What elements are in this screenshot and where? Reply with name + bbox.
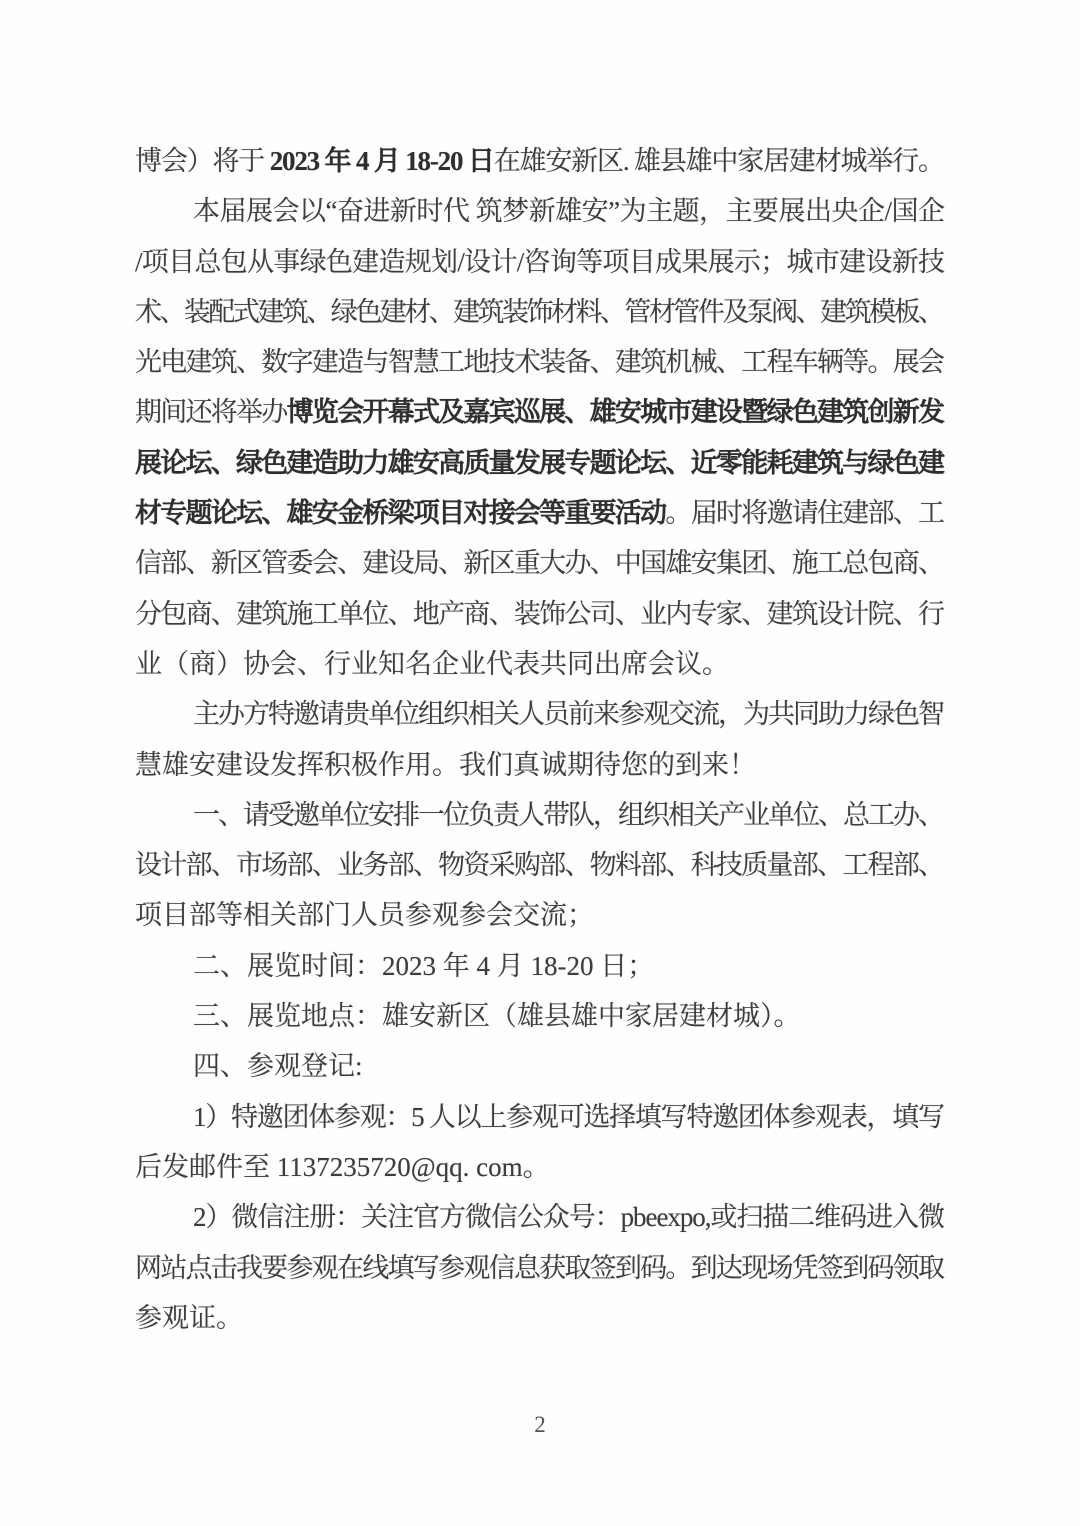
- line-text: [135, 1192, 944, 1242]
- text-segment: 项目部等相关部门人员参观参会交流；: [135, 900, 594, 931]
- text-segment: 1）特邀团体参观：5 人以上参观可选择填写特邀团体参观表，填写: [193, 1101, 944, 1132]
- document-line: [135, 790, 945, 840]
- line-text: [135, 1243, 943, 1293]
- document-line: [135, 1192, 945, 1242]
- text-segment: 二、展览时间：2023 年 4 月 18-20 日；: [193, 950, 655, 981]
- text-segment: 分包商、建筑施工单位、地产商、装饰公司、业内专家、建筑设计院、行: [135, 598, 944, 629]
- line-text: [135, 337, 943, 387]
- line-text: [135, 488, 943, 538]
- document-line: [135, 287, 945, 337]
- line-text: [135, 438, 943, 488]
- line-text: [135, 689, 943, 739]
- document-body: [135, 136, 945, 1343]
- text-segment: 本届展会以“奋进新时代 筑梦新雄安”为主题，主要展出央企/国企: [193, 196, 945, 227]
- line-text: [135, 186, 945, 236]
- document-line: [135, 186, 945, 236]
- document-line: [135, 589, 945, 639]
- line-text: [135, 890, 594, 940]
- text-segment: 四、参观登记:: [193, 1051, 363, 1082]
- text-segment-bold: 博览会开幕式及嘉宾巡展、雄安城市建设暨绿色建筑创新发: [286, 397, 944, 428]
- text-segment: 期间还将举办: [135, 397, 287, 428]
- document-line: [135, 1041, 945, 1091]
- document-line: [135, 941, 945, 991]
- text-segment: 。届时将邀请住建部、工: [665, 498, 944, 529]
- document-line: [135, 1142, 945, 1192]
- document-line: [135, 1293, 945, 1343]
- text-segment: 慧雄安建设发挥积极作用。我们真诚期待您的到来！: [135, 749, 756, 780]
- line-text: [135, 136, 944, 186]
- document-line: [135, 991, 945, 1041]
- document-line: [135, 840, 945, 890]
- line-text: [135, 840, 943, 890]
- text-segment: 业（商）协会、行业知名企业代表共同出席会议。: [135, 648, 729, 679]
- document-line: [135, 538, 945, 588]
- text-segment-bold: 2023 年 4 月 18-20 日: [269, 146, 494, 176]
- document-line: [135, 237, 945, 287]
- text-segment: 一、请受邀单位安排一位负责人带队，组织相关产业单位、总工办、: [193, 799, 943, 830]
- document-line: [135, 337, 945, 387]
- document-line: [135, 890, 945, 940]
- text-segment: 三、展览地点：雄安新区（雄县雄中家居建材城）。: [193, 1001, 801, 1032]
- text-segment: 设计部、市场部、业务部、物资采购部、物料部、科技质量部、工程部、: [135, 850, 944, 881]
- document-line: [135, 1243, 945, 1293]
- document-line: [135, 438, 945, 488]
- line-text: [135, 589, 943, 639]
- document-line: [135, 1092, 945, 1142]
- line-text: [135, 1293, 243, 1343]
- text-segment-bold: 材专题论坛、雄安金桥梁项目对接会等重要活动: [135, 498, 666, 529]
- line-text: [135, 538, 943, 588]
- text-segment: 术、装配式建筑、绿色建材、建筑装饰材料、管材管件及泵阀、建筑模板、: [135, 296, 943, 327]
- document-line: [135, 136, 945, 186]
- document-line: [135, 740, 945, 790]
- line-text: [135, 991, 801, 1041]
- line-text: [135, 287, 942, 337]
- line-text: [135, 639, 729, 689]
- line-text: [135, 740, 756, 790]
- document-line: [135, 689, 945, 739]
- text-segment-bold: 展论坛、绿色建造助力雄安高质量发展专题论坛、近零能耗建筑与绿色建: [135, 447, 944, 478]
- text-segment: 在雄安新区. 雄县雄中家居建材城举行。: [493, 146, 944, 176]
- line-text: [135, 1041, 363, 1091]
- page-number: 2: [534, 1412, 546, 1437]
- text-segment: /项目总包从事绿色建造规划/设计/咨询等项目成果展示；城市建设新技: [135, 246, 945, 277]
- text-segment: 光电建筑、数字建造与智慧工地技术装备、建筑机械、工程车辆等。展会: [135, 347, 944, 378]
- text-segment: 参观证。: [135, 1302, 243, 1333]
- text-segment: 信部、新区管委会、建设局、新区重大办、中国雄安集团、施工总包商、: [135, 548, 944, 579]
- text-segment: 网站点击我要参观在线填写参观信息获取签到码。到达现场凭签到码领取: [135, 1252, 944, 1283]
- text-segment: 博会）将于: [135, 146, 270, 176]
- document-line: [135, 639, 945, 689]
- line-text: [135, 790, 943, 840]
- text-segment: 主办方特邀请贵单位组织相关人员前来参观交流，为共同助力绿色智: [193, 699, 943, 730]
- line-text: [135, 941, 654, 991]
- text-segment: 后发邮件至 1137235720@qq. com。: [135, 1151, 550, 1182]
- text-segment: 2）微信注册：关注官方微信公众号：pbeexpo,或扫描二维码进入微: [193, 1202, 944, 1233]
- line-text: [135, 237, 944, 287]
- line-text: [135, 1092, 944, 1142]
- line-text: [135, 387, 943, 437]
- document-line: [135, 488, 945, 538]
- document-line: [135, 387, 945, 437]
- line-text: [135, 1142, 550, 1192]
